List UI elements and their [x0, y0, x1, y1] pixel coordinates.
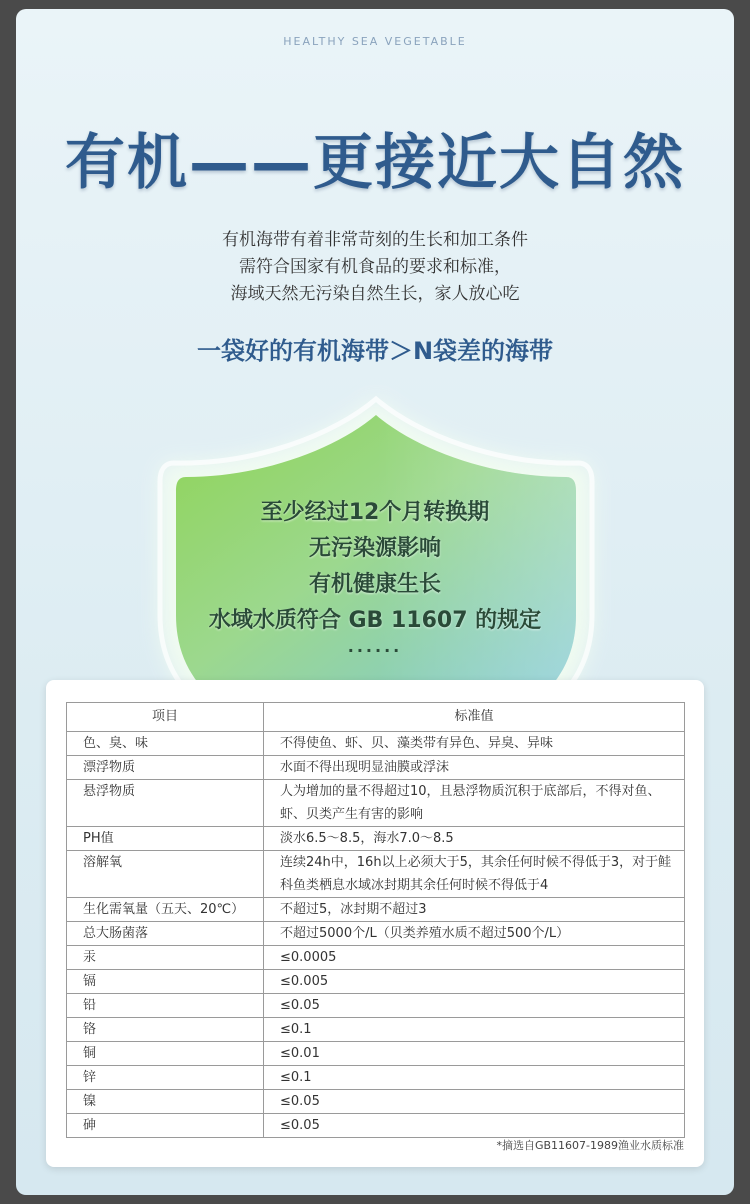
- row-value: ≤0.0005: [264, 946, 685, 970]
- feature-line: 水域水质符合 GB 11607 的规定: [208, 608, 542, 633]
- row-value: ≤0.05: [264, 994, 685, 1018]
- intro-line: 需符合国家有机食品的要求和标准，: [239, 257, 511, 277]
- row-item: 色、臭、味: [67, 732, 264, 756]
- row-item: 砷: [67, 1114, 264, 1138]
- table-row: [67, 946, 685, 970]
- row-value: 人为增加的量不得超过10，且悬浮物质沉积于底部后，不得对鱼、虾、贝类产生有害的影响: [264, 780, 685, 827]
- table-row: [67, 994, 685, 1018]
- slogan: 一袋好的有机海带＞N袋差的海带: [196, 337, 554, 365]
- table-row: [67, 1090, 685, 1114]
- intro-text: [16, 227, 734, 308]
- table-row: [67, 898, 685, 922]
- table-row: [67, 1018, 685, 1042]
- row-value: 不超过5000个/L（贝类养殖水质不超过500个/L）: [264, 922, 685, 946]
- table-body: [67, 732, 685, 1138]
- row-value: ≤0.05: [264, 1090, 685, 1114]
- standards-table-card: [46, 680, 704, 1167]
- tagline: HEALTHY SEA VEGETABLE: [283, 35, 467, 48]
- table-row: [67, 732, 685, 756]
- table-row: [67, 1042, 685, 1066]
- feature-line: 有机健康生长: [308, 572, 441, 597]
- row-item: 锌: [67, 1066, 264, 1090]
- row-value: ≤0.1: [264, 1066, 685, 1090]
- row-item: 铬: [67, 1018, 264, 1042]
- feature-line: 至少经过12个月转换期: [260, 500, 490, 525]
- column-header-value: 标准值: [264, 703, 685, 732]
- row-item: 生化需氧量（五天、20℃）: [67, 898, 264, 922]
- row-value: ≤0.005: [264, 970, 685, 994]
- row-value: ≤0.1: [264, 1018, 685, 1042]
- source-note: *摘选自GB11607-1989渔业水质标准: [496, 1139, 684, 1152]
- row-value: ≤0.01: [264, 1042, 685, 1066]
- table-row: [67, 827, 685, 851]
- row-value: 水面不得出现明显油膜或浮沫: [264, 756, 685, 780]
- row-value: 不得使鱼、虾、贝、藻类带有异色、异臭、异味: [264, 732, 685, 756]
- row-item: 铜: [67, 1042, 264, 1066]
- poster-card: [16, 9, 734, 1195]
- row-item: 总大肠菌落: [67, 922, 264, 946]
- row-value: ≤0.05: [264, 1114, 685, 1138]
- row-item: 漂浮物质: [67, 756, 264, 780]
- table-row: [67, 780, 685, 827]
- table-row: [67, 922, 685, 946]
- row-item: 汞: [67, 946, 264, 970]
- row-item: 铅: [67, 994, 264, 1018]
- ellipsis-dots: ······: [347, 641, 403, 660]
- table-row: [67, 756, 685, 780]
- intro-line: 海域天然无污染自然生长，家人放心吃: [230, 284, 520, 304]
- intro-line: 有机海带有着非常苛刻的生长和加工条件: [222, 230, 528, 250]
- row-item: 镍: [67, 1090, 264, 1114]
- table-row: [67, 1066, 685, 1090]
- standards-table: [66, 702, 685, 1138]
- table-row: [67, 970, 685, 994]
- row-value: 连续24h中，16h以上必须大于5，其余任何时候不得低于3，对于鲑科鱼类栖息水域冰封期其余任何时候不得低于4: [264, 851, 685, 898]
- row-item: 溶解氧: [67, 851, 264, 898]
- row-item: PH值: [67, 827, 264, 851]
- feature-line: 无污染源影响: [308, 536, 441, 561]
- table-row: [67, 1114, 685, 1138]
- table-row: [67, 851, 685, 898]
- row-item: 镉: [67, 970, 264, 994]
- table-header-row: [67, 703, 685, 732]
- main-title: 有机——更接近大自然: [65, 128, 685, 198]
- column-header-item: 项目: [67, 703, 264, 732]
- row-value: 不超过5，冰封期不超过3: [264, 898, 685, 922]
- shield-features: [16, 495, 734, 639]
- row-item: 悬浮物质: [67, 780, 264, 827]
- row-value: 淡水6.5～8.5，海水7.0～8.5: [264, 827, 685, 851]
